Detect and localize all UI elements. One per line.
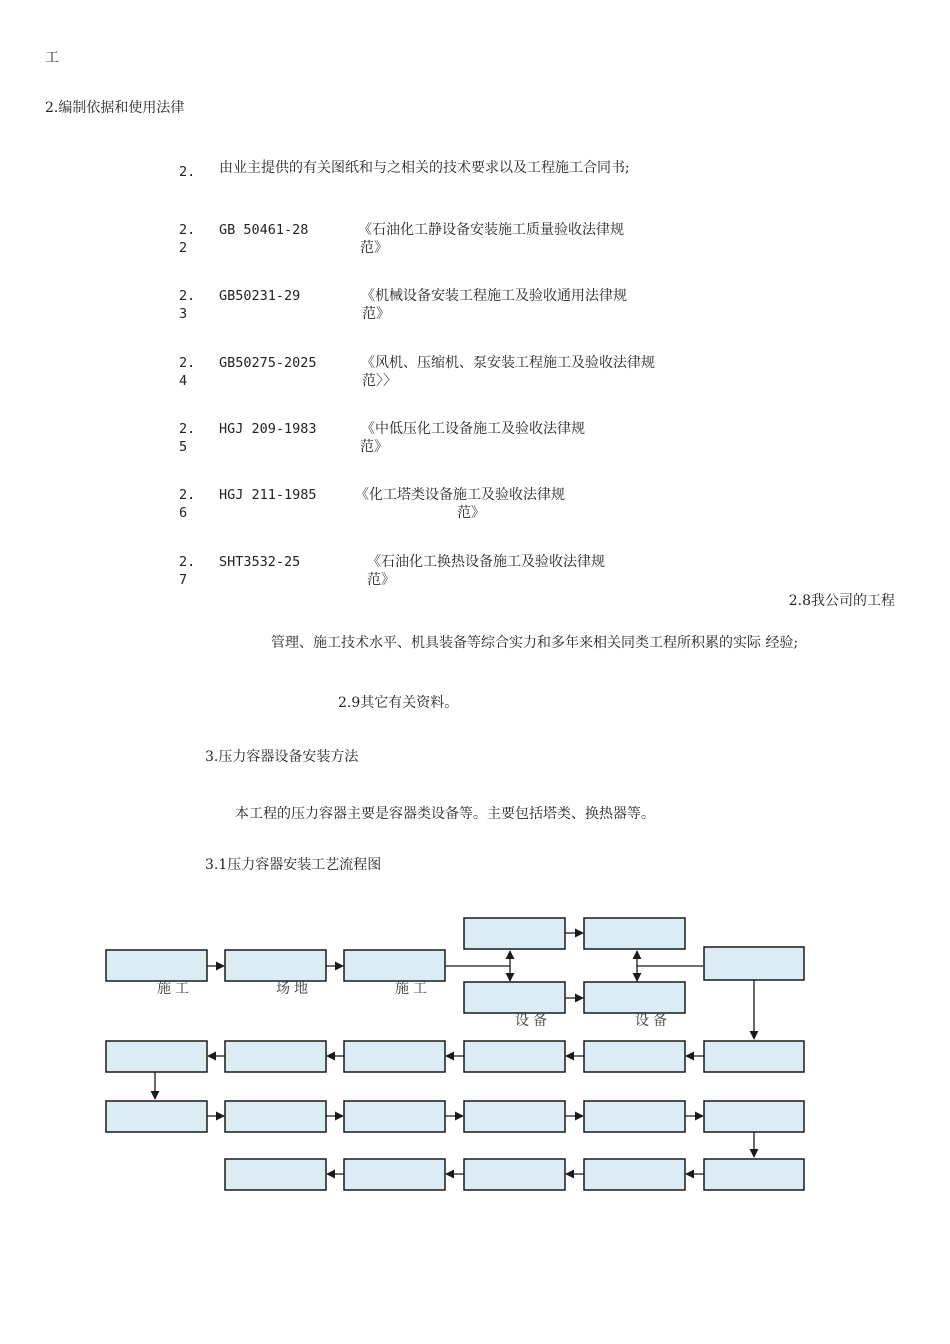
flow-box-upper-b bbox=[584, 918, 685, 949]
item-2-2-code: GB 50461-28 bbox=[219, 222, 309, 238]
flow-box-2-1 bbox=[106, 1041, 207, 1072]
flow-box-1-1 bbox=[106, 950, 207, 981]
flow-box-lower-a bbox=[464, 982, 565, 1013]
item-2-2-number: 2. bbox=[179, 222, 196, 238]
flow-box-4-5 bbox=[704, 1159, 804, 1190]
item-2-6-number: 2. bbox=[179, 487, 196, 503]
section-3-1-heading: 3.1压力容器安装工艺流程图 bbox=[205, 857, 382, 873]
item-2-5-code: HGJ 209-1983 bbox=[219, 421, 317, 437]
item-2-1-number: 2. bbox=[179, 164, 196, 180]
item-2-6-code: HGJ 211-1985 bbox=[219, 487, 317, 503]
section-3-paragraph: 本工程的压力容器主要是容器类设备等。主要包括塔类、换热器等。 bbox=[235, 806, 655, 822]
item-2-8-head: 2.8我公司的工程 bbox=[788, 593, 895, 609]
item-2-4-code: GB50275-2025 bbox=[219, 355, 317, 371]
flow-box-3-1 bbox=[106, 1101, 207, 1132]
flow-box-2-4 bbox=[464, 1041, 565, 1072]
item-2-2-title: 《石油化工静设备安装施工质量验收法律规 bbox=[358, 222, 624, 238]
item-2-6-title: 《化工塔类设备施工及验收法律规 bbox=[355, 487, 565, 503]
flow-box-4-2 bbox=[344, 1159, 445, 1190]
flow-box-4-3 bbox=[464, 1159, 565, 1190]
flow-box-upper-a bbox=[464, 918, 565, 949]
flow-box-2-6 bbox=[704, 1041, 804, 1072]
flow-label: 施工 bbox=[157, 981, 193, 997]
item-2-7-number: 2. bbox=[179, 554, 196, 570]
item-2-4-title-cont: 范〉〉 bbox=[362, 373, 397, 389]
item-2-7-code: SHT3532-25 bbox=[219, 554, 301, 570]
item-2-7-title-cont: 范》 bbox=[367, 572, 395, 588]
flow-box-3-6 bbox=[704, 1101, 804, 1132]
item-2-5-number: 2. bbox=[179, 421, 196, 437]
item-2-3-number-cont: 3 bbox=[179, 306, 188, 322]
flow-box-lower-b bbox=[584, 982, 685, 1013]
item-2-7-number-cont: 7 bbox=[179, 572, 188, 588]
flow-box-2-5 bbox=[584, 1041, 685, 1072]
top-fragment: 工 bbox=[45, 50, 59, 66]
item-2-5-title-cont: 范》 bbox=[360, 439, 388, 455]
item-2-6-title-cont: 范》 bbox=[457, 505, 485, 521]
item-2-4-title: 《风机、压缩机、泵安装工程施工及验收法律规 bbox=[361, 355, 655, 371]
item-2-3-number: 2. bbox=[179, 288, 196, 304]
item-2-3-title: 《机械设备安装工程施工及验收通用法律规 bbox=[361, 288, 627, 304]
item-2-4-number: 2. bbox=[179, 355, 196, 371]
item-2-8-body: 管理、施工技术水平、机具装备等综合实力和多年来相关同类工程所积累的实际 经验; bbox=[271, 635, 799, 651]
item-2-3-code: GB50231-29 bbox=[219, 288, 301, 304]
flow-box-1-6 bbox=[704, 947, 804, 980]
flow-label: 施工 bbox=[395, 981, 431, 997]
item-2-1-title: 由业主提供的有关图纸和与之相关的技术要求以及工程施工合同书; bbox=[219, 160, 630, 176]
item-2-7-title: 《石油化工换热设备施工及验收法律规 bbox=[367, 554, 605, 570]
flow-box-3-5 bbox=[584, 1101, 685, 1132]
flow-box-3-3 bbox=[344, 1101, 445, 1132]
flow-label: 设备 bbox=[635, 1013, 671, 1029]
item-2-5-number-cont: 5 bbox=[179, 439, 188, 455]
item-2-6-number-cont: 6 bbox=[179, 505, 188, 521]
flow-box-2-2 bbox=[225, 1041, 326, 1072]
flow-label: 场地 bbox=[276, 981, 312, 997]
flow-box-3-2 bbox=[225, 1101, 326, 1132]
flow-box-4-4 bbox=[584, 1159, 685, 1190]
flow-box-2-3 bbox=[344, 1041, 445, 1072]
flow-box-1-3 bbox=[344, 950, 445, 981]
section-2-heading: 2.编制依据和使用法律 bbox=[45, 100, 185, 116]
item-2-4-number-cont: 4 bbox=[179, 373, 188, 389]
flow-box-3-4 bbox=[464, 1101, 565, 1132]
flow-label: 设备 bbox=[515, 1013, 551, 1029]
section-3-heading: 3.压力容器设备安装方法 bbox=[205, 749, 359, 765]
item-2-5-title: 《中低压化工设备施工及验收法律规 bbox=[361, 421, 585, 437]
item-2-3-title-cont: 范》 bbox=[362, 306, 390, 322]
flow-box-4-1 bbox=[225, 1159, 326, 1190]
item-2-2-title-cont: 范》 bbox=[360, 240, 388, 256]
item-2-2-number-cont: 2 bbox=[179, 240, 188, 256]
item-2-9: 2.9其它有关资料。 bbox=[338, 695, 459, 711]
flow-box-1-2 bbox=[225, 950, 326, 981]
